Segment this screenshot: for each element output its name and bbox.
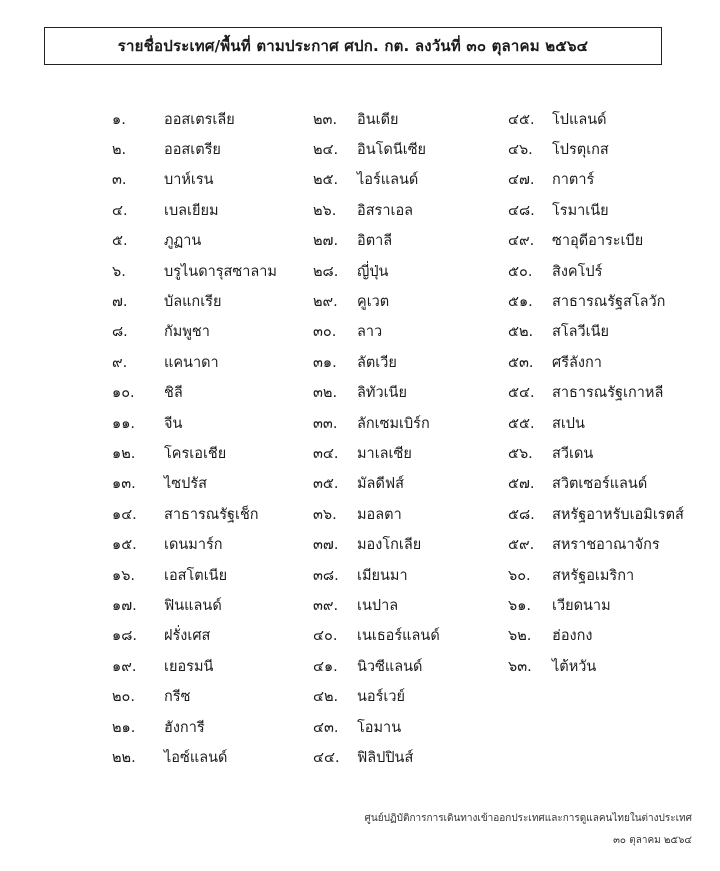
list-item	[112, 590, 277, 620]
list-item	[112, 286, 277, 316]
list-item	[313, 438, 440, 468]
country-name: เมียนมา	[357, 567, 408, 584]
item-number: ๑.	[112, 111, 126, 128]
country-name: บรูไนดารุสซาลาม	[164, 263, 277, 280]
country-name: ลิทัวเนีย	[357, 385, 407, 402]
list-item	[508, 438, 684, 468]
list-item	[112, 529, 277, 559]
list-item	[112, 742, 277, 772]
list-item	[313, 621, 440, 651]
item-number: ๖.	[112, 263, 126, 280]
item-number: ๕๕.	[508, 415, 535, 432]
list-item	[313, 347, 440, 377]
item-number: ๑๔.	[112, 506, 137, 523]
item-number: ๔๕.	[508, 111, 535, 128]
country-name: นิวซีแลนด์	[357, 658, 423, 675]
item-number: ๒๐.	[112, 689, 136, 706]
item-number: ๑๒.	[112, 445, 136, 462]
country-name: สวิตเซอร์แลนด์	[552, 476, 648, 493]
list-item	[112, 499, 277, 529]
item-number: ๓.	[112, 172, 127, 189]
list-item	[112, 317, 277, 347]
country-name: ไต้หวัน	[552, 658, 597, 675]
list-item	[112, 347, 277, 377]
country-name: มอลตา	[357, 506, 402, 523]
country-name: ลาว	[357, 324, 383, 341]
list-item	[112, 651, 277, 681]
country-name: บัลแกเรีย	[164, 294, 222, 311]
item-number: ๓๒.	[313, 385, 338, 402]
country-name: ออสเตรเลีย	[164, 111, 235, 128]
list-item	[508, 347, 684, 377]
country-name: ออสเตรีย	[164, 142, 221, 159]
country-name: จีน	[164, 415, 183, 432]
country-name: ฮังการี	[164, 719, 205, 736]
country-name: ฟินแลนด์	[164, 597, 222, 614]
country-name: มองโกเลีย	[357, 537, 422, 554]
list-item	[508, 104, 684, 134]
item-number: ๖๒.	[508, 628, 532, 645]
list-item	[313, 286, 440, 316]
list-item	[508, 256, 684, 286]
country-name: ภูฏาน	[164, 233, 202, 250]
item-number: ๒๘.	[313, 263, 339, 280]
country-name: สหราชอาณาจักร	[552, 537, 660, 554]
country-name: เอสโตเนีย	[164, 567, 228, 584]
country-name: สเปน	[552, 415, 585, 432]
list-item	[112, 438, 277, 468]
item-number: ๓๘.	[313, 567, 339, 584]
document-title: รายชื่อประเทศ/พื้นที่ ตามประกาศ ศปก. กต. ลงวันที่ ๓๐ ตุลาคม ๒๕๖๔	[117, 37, 589, 55]
item-number: ๓๙.	[313, 597, 339, 614]
country-name: อิตาลี	[357, 233, 393, 250]
item-number: ๑๑.	[112, 415, 136, 432]
list-item	[508, 165, 684, 195]
list-item	[313, 165, 440, 195]
country-name: เนปาล	[357, 597, 399, 614]
country-name: กรีซ	[164, 689, 191, 706]
item-number: ๔๖.	[508, 142, 533, 159]
country-name: โอมาน	[357, 719, 402, 736]
country-name: อินเดีย	[357, 111, 399, 128]
item-number: ๓๗.	[313, 537, 339, 554]
item-number: ๕๒.	[508, 324, 534, 341]
country-name: โรมาเนีย	[552, 202, 609, 219]
item-number: ๕๘.	[508, 506, 535, 523]
list-item	[508, 529, 684, 559]
list-item	[508, 134, 684, 164]
item-number: ๕.	[112, 233, 128, 250]
country-name: มัลดีฟส์	[357, 476, 404, 493]
country-name: ศรีลังกา	[552, 354, 602, 371]
country-name: เบลเยียม	[164, 202, 219, 219]
country-name: มาเลเซีย	[357, 445, 412, 462]
item-number: ๖๓.	[508, 658, 532, 675]
country-name: สโลวีเนีย	[552, 324, 610, 341]
country-name: ไซปรัส	[164, 476, 207, 493]
country-name: สวีเดน	[552, 445, 594, 462]
item-number: ๕๗.	[508, 476, 535, 493]
item-number: ๓๖.	[313, 506, 337, 523]
footer-date: ๓๐ ตุลาคม ๒๕๖๔	[613, 835, 692, 846]
list-item	[313, 104, 440, 134]
country-name: ฮ่องกง	[552, 628, 593, 645]
country-name: ลักเซมเบิร์ก	[357, 415, 430, 432]
item-number: ๕๖.	[508, 445, 533, 462]
country-name: กัมพูชา	[164, 324, 210, 341]
item-number: ๓๐.	[313, 324, 337, 341]
item-number: ๔๒.	[313, 689, 339, 706]
country-name: สิงคโปร์	[552, 263, 603, 280]
country-name: คูเวต	[357, 294, 390, 311]
item-number: ๒๓.	[313, 111, 338, 128]
country-name: นอร์เวย์	[357, 689, 406, 706]
list-item	[508, 408, 684, 438]
item-number: ๔๔.	[313, 749, 340, 766]
list-item	[313, 590, 440, 620]
item-number: ๒๕.	[313, 172, 339, 189]
country-name: เนเธอร์แลนด์	[357, 628, 440, 645]
country-name: สหรัฐอเมริกา	[552, 567, 635, 584]
list-item	[313, 256, 440, 286]
item-number: ๔๘.	[508, 202, 535, 219]
list-item	[508, 590, 684, 620]
country-name: อิสราเอล	[357, 202, 414, 219]
country-name: ลัตเวีย	[357, 354, 397, 371]
footer-org: ศูนย์ปฏิบัติการการเดินทางเข้าออกประเทศและการดูแลคนไทยในต่างประเทศ	[364, 813, 692, 824]
item-number: ๕๔.	[508, 385, 535, 402]
country-name: อินโดนีเซีย	[357, 142, 427, 159]
country-name: เดนมาร์ก	[164, 537, 223, 554]
item-number: ๒๖.	[313, 202, 337, 219]
country-name: ไอซ์แลนด์	[164, 749, 228, 766]
list-item	[508, 621, 684, 651]
list-item	[508, 560, 684, 590]
item-number: ๒๒.	[112, 749, 136, 766]
list-item	[508, 195, 684, 225]
item-number: ๕๙.	[508, 537, 535, 554]
list-item	[112, 560, 277, 590]
country-name: ไอร์แลนด์	[357, 172, 419, 189]
list-item	[313, 499, 440, 529]
item-number: ๔๓.	[313, 719, 339, 736]
item-number: ๔๙.	[508, 233, 535, 250]
item-number: ๑๖.	[112, 567, 136, 584]
item-number: ๑๓.	[112, 476, 136, 493]
country-name: เยอรมนี	[164, 658, 214, 675]
list-item	[313, 529, 440, 559]
item-number: ๒๑.	[112, 719, 136, 736]
item-number: ๖๐.	[508, 567, 531, 584]
list-item	[508, 286, 684, 316]
item-number: ๑๐.	[112, 385, 135, 402]
footer	[365, 808, 692, 852]
list-item	[112, 195, 277, 225]
item-number: ๕๐.	[508, 263, 533, 280]
country-name: สาธารณรัฐสโลวัก	[552, 294, 666, 311]
list-item	[508, 499, 684, 529]
item-number: ๒.	[112, 142, 127, 159]
country-list-column-3	[508, 104, 684, 681]
list-item	[112, 134, 277, 164]
list-item	[313, 226, 440, 256]
country-name: เวียดนาม	[552, 597, 611, 614]
list-item	[508, 317, 684, 347]
item-number: ๒๙.	[313, 294, 338, 311]
list-item	[313, 195, 440, 225]
list-item	[508, 226, 684, 256]
list-item	[313, 408, 440, 438]
item-number: ๖๑.	[508, 597, 532, 614]
item-number: ๗.	[112, 294, 128, 311]
item-number: ๑๘.	[112, 628, 137, 645]
item-number: ๑๗.	[112, 597, 137, 614]
list-item	[112, 165, 277, 195]
list-item	[313, 134, 440, 164]
list-item	[313, 681, 440, 711]
item-number: ๔๑.	[313, 658, 338, 675]
list-item	[112, 712, 277, 742]
country-name: ซาอุดีอาระเบีย	[552, 233, 644, 250]
country-name: แคนาดา	[164, 354, 219, 371]
item-number: ๓๔.	[313, 445, 339, 462]
list-item	[112, 469, 277, 499]
list-item	[313, 378, 440, 408]
item-number: ๓๑.	[313, 354, 337, 371]
list-item	[112, 226, 277, 256]
country-name: โครเอเชีย	[164, 445, 227, 462]
country-name: โปรตุเกส	[552, 142, 609, 159]
list-item	[313, 742, 440, 772]
country-name: สหรัฐอาหรับเอมิเรตส์	[552, 506, 684, 523]
item-number: ๙.	[112, 354, 128, 371]
country-name: บาห์เรน	[164, 172, 214, 189]
title-box	[44, 27, 662, 65]
item-number: ๒๗.	[313, 233, 339, 250]
list-item	[112, 256, 277, 286]
list-item	[313, 469, 440, 499]
item-number: ๑๙.	[112, 658, 137, 675]
country-name: ฟิลิปปินส์	[357, 749, 414, 766]
item-number: ๑๕.	[112, 537, 137, 554]
list-item	[112, 621, 277, 651]
country-name: ชิลี	[164, 385, 183, 402]
item-number: ๘.	[112, 324, 128, 341]
item-number: ๔๗.	[508, 172, 535, 189]
item-number: ๕๑.	[508, 294, 533, 311]
country-name: สาธารณรัฐเกาหลี	[552, 385, 664, 402]
list-item	[112, 408, 277, 438]
item-number: ๔๐.	[313, 628, 338, 645]
country-list-column-2	[313, 104, 440, 773]
country-list-column-1	[112, 104, 277, 773]
list-item	[508, 469, 684, 499]
country-name: สาธารณรัฐเช็ก	[164, 506, 259, 523]
list-item	[112, 378, 277, 408]
item-number: ๕๓.	[508, 354, 534, 371]
item-number: ๓๓.	[313, 415, 338, 432]
country-name: โปแลนด์	[552, 111, 607, 128]
country-name: กาตาร์	[552, 172, 595, 189]
country-name: ญี่ปุ่น	[357, 263, 389, 280]
item-number: ๒๔.	[313, 142, 339, 159]
list-item	[508, 651, 684, 681]
list-item	[313, 651, 440, 681]
list-item	[112, 681, 277, 711]
item-number: ๔.	[112, 202, 128, 219]
list-item	[508, 378, 684, 408]
country-name: ฝรั่งเศส	[164, 628, 211, 645]
list-item	[313, 560, 440, 590]
list-item	[112, 104, 277, 134]
item-number: ๓๕.	[313, 476, 339, 493]
list-item	[313, 712, 440, 742]
list-item	[313, 317, 440, 347]
